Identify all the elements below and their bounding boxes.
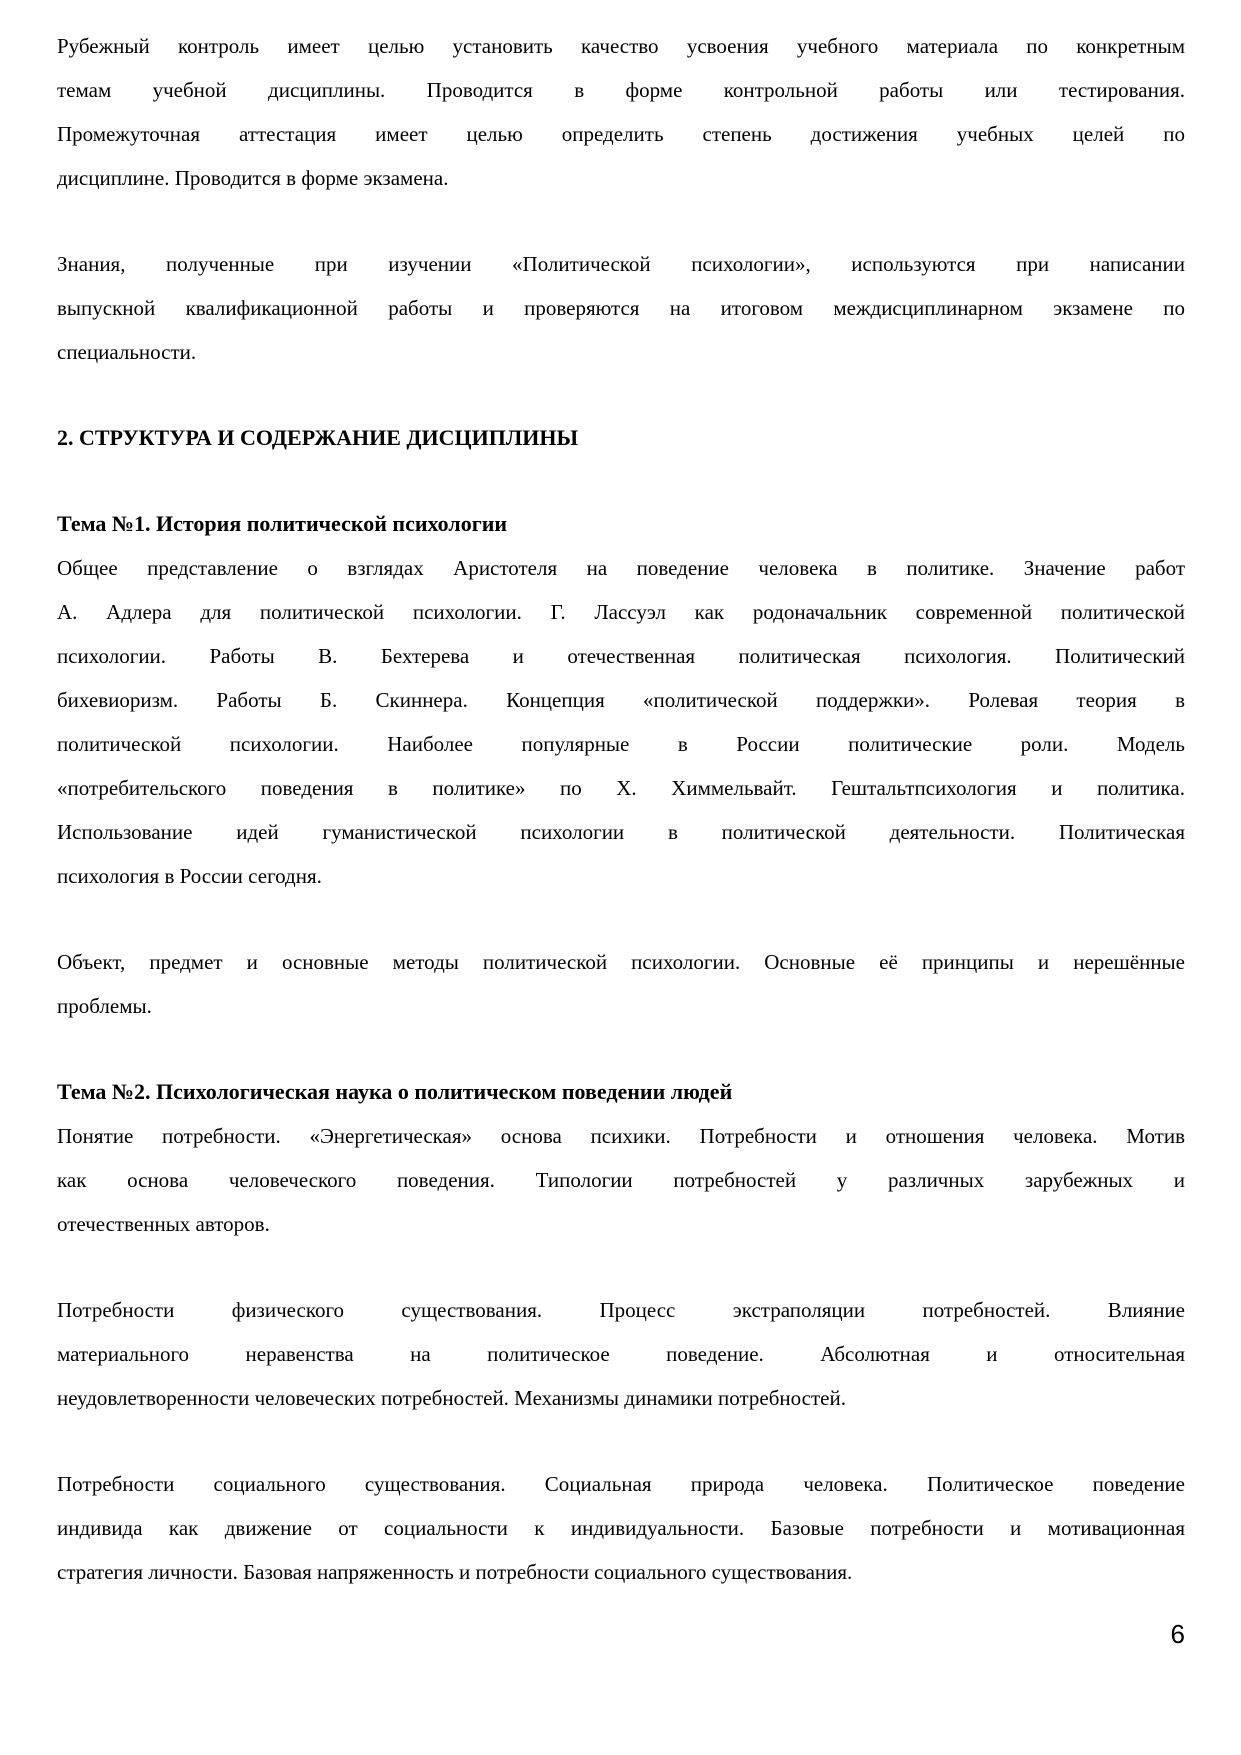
text-line: Потребности физического существования. Процесс экстраполяции потребностей. Влияние [57,1298,1185,1322]
text-line: Рубежный контроль имеет целью установить качество усвоения учебного материала по конкретным [57,34,1185,58]
text-line: Общее представление о взглядах Аристотеля на поведение человека в политике. Значение работ [57,556,1185,580]
text-line: бихевиоризм. Работы Б. Скиннера. Концепция «политической поддержки». Ролевая теория в [57,688,1185,712]
topic-2-heading: Тема №2. Психологическая наука о политическом поведении людей [57,1079,733,1104]
text-line: дисциплине. Проводится в форме экзамена. [57,166,449,190]
topic-1-paragraph-1 [57,546,1185,898]
blank-line [57,898,1185,940]
text-line: как основа человеческого поведения. Типологии потребностей у различных зарубежных и [57,1168,1185,1192]
intro-paragraph-1 [57,24,1185,200]
intro-paragraph-2 [57,242,1185,374]
blank-line [57,374,1185,416]
text-line: стратегия личности. Базовая напряженность и потребности социального существования. [57,1560,853,1584]
text-line: Промежуточная аттестация имеет целью определить степень достижения учебных целей по [57,122,1185,146]
blank-line [57,1420,1185,1462]
text-line: А. Адлера для политической психологии. Г. Лассуэл как родоначальник современной политической [57,600,1185,624]
text-line: отечественных авторов. [57,1212,270,1236]
topic-2-paragraph-3 [57,1462,1185,1594]
text-line: материального неравенства на политическое поведение. Абсолютная и относительная [57,1342,1185,1366]
text-line: выпускной квалификационной работы и проверяются на итоговом междисциплинарном экзамене по [57,296,1185,320]
text-line: Знания, полученные при изучении «Политической психологии», используются при написании [57,252,1185,276]
blank-line [57,200,1185,242]
text-line: темам учебной дисциплины. Проводится в форме контрольной работы или тестирования. [57,78,1185,102]
section-heading: 2. СТРУКТУРА И СОДЕРЖАНИЕ ДИСЦИПЛИНЫ [57,425,579,450]
text-line: Понятие потребности. «Энергетическая» основа психики. Потребности и отношения человека. Мотив [57,1124,1185,1148]
text-line: индивида как движение от социальности к индивидуальности. Базовые потребности и мотивационная [57,1516,1185,1540]
page-number: 6 [1170,1619,1185,1649]
text-line: Использование идей гуманистической психологии в политической деятельности. Политическая [57,820,1185,844]
blank-line [57,1246,1185,1288]
text-line: политической психологии. Наиболее популярные в России политические роли. Модель [57,732,1185,756]
text-line: психология в России сегодня. [57,864,322,888]
text-line: Потребности социального существования. Социальная природа человека. Политическое поведение [57,1472,1185,1496]
topic-2-paragraph-1 [57,1114,1185,1246]
topic-1-heading: Тема №1. История политической психологии [57,511,508,536]
text-line: проблемы. [57,994,152,1018]
text-line: «потребительского поведения в политике» по Х. Химмельвайт. Гештальтпсихология и политика. [57,776,1185,800]
blank-line [57,1028,1185,1070]
text-line: неудовлетворенности человеческих потребностей. Механизмы динамики потребностей. [57,1386,846,1410]
blank-line [57,460,1185,502]
text-line: специальности. [57,340,197,364]
text-line: психологии. Работы В. Бехтерева и отечественная политическая психология. Политический [57,644,1185,668]
topic-2-paragraph-2 [57,1288,1185,1420]
topic-1-paragraph-2 [57,940,1185,1028]
text-line: Объект, предмет и основные методы политической психологии. Основные её принципы и нерешённые [57,950,1185,974]
